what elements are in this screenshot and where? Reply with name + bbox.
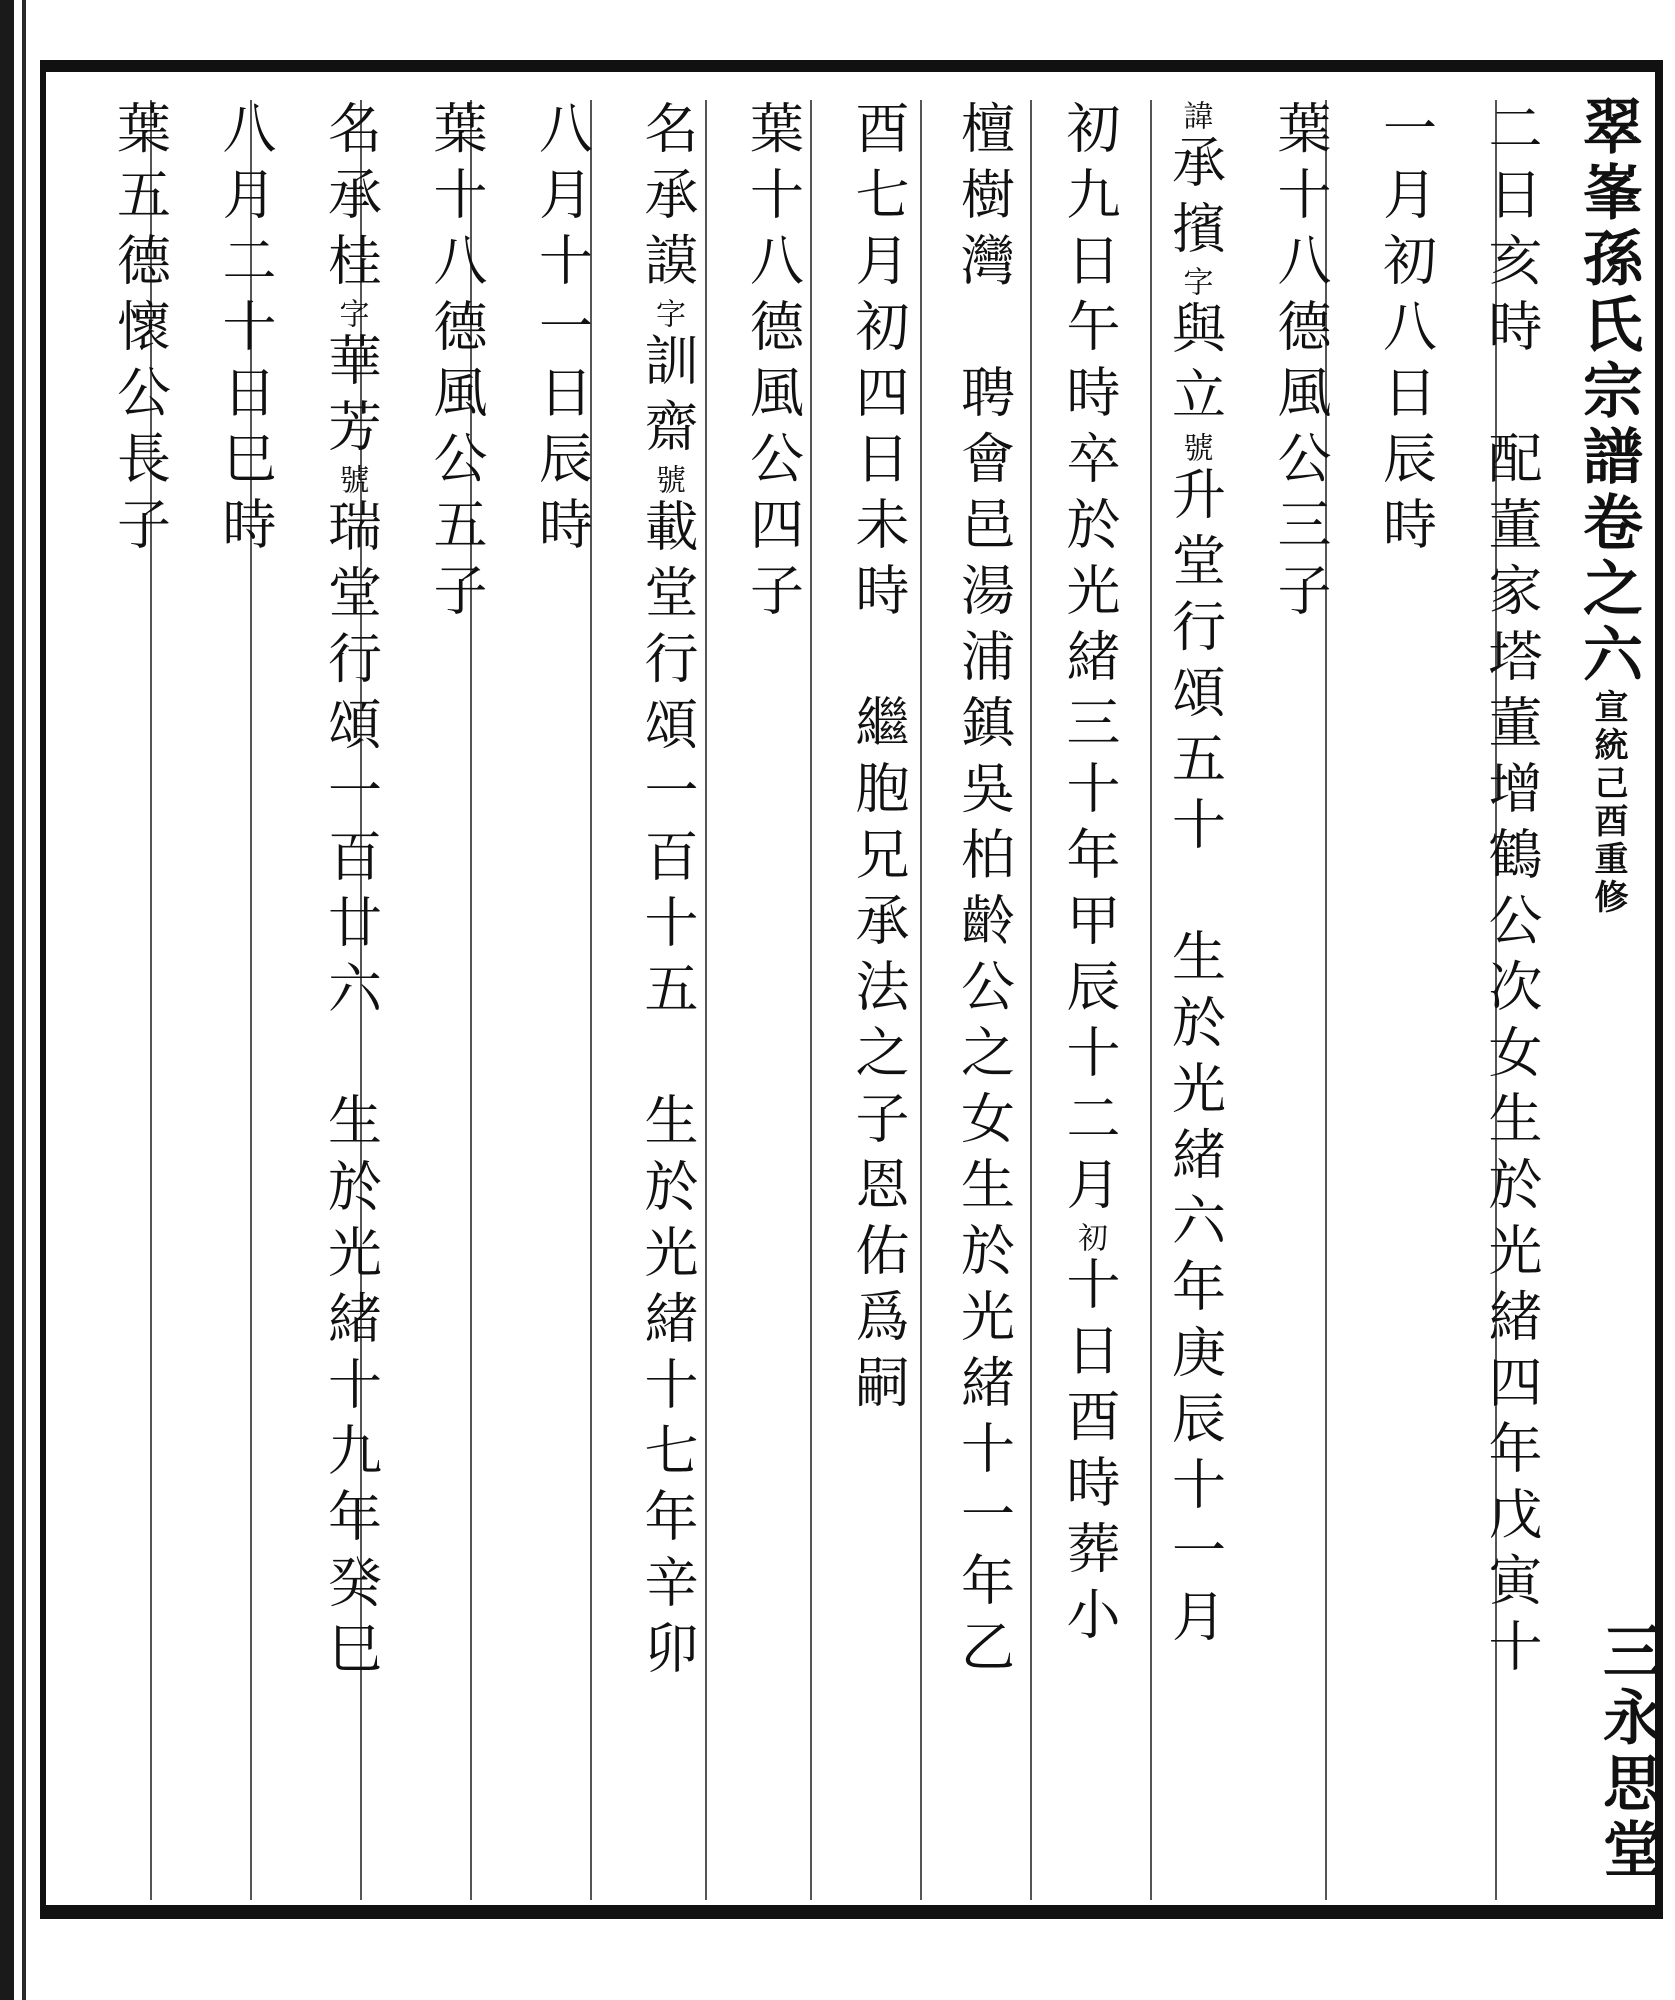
text-column bbox=[953, 100, 1015, 1684]
column-text: 十日酉時葬小 bbox=[1058, 1256, 1121, 1652]
column-text: 升堂行頌五十 生於光緒六年庚辰十一月 bbox=[1163, 466, 1227, 1654]
text-column bbox=[1164, 100, 1226, 1654]
column-text: 八月二十日巳時 bbox=[214, 100, 277, 562]
column-text: 與立 bbox=[1163, 300, 1227, 432]
text-column bbox=[636, 100, 698, 1686]
column-text: 葉十八德風公四子 bbox=[741, 100, 805, 628]
text-column bbox=[1375, 100, 1437, 562]
annotation-text: 號 bbox=[650, 464, 685, 498]
annotation-text: 諱 bbox=[1177, 100, 1213, 134]
annotation-text: 字 bbox=[650, 298, 685, 332]
column-text: 二日亥時 配董家塔董增鶴公次女生於光緒四年戊寅十 bbox=[1480, 100, 1543, 1684]
book-title-column bbox=[1575, 95, 1641, 917]
annotation-text: 字 bbox=[333, 298, 369, 332]
text-column bbox=[214, 100, 276, 562]
column-text: 瑞堂行頌一百廿六 生於光緒十九年癸巳 bbox=[319, 498, 383, 1686]
column-rule bbox=[705, 100, 707, 1900]
annotation-text: 號 bbox=[333, 464, 369, 498]
column-text: 葉十八德風公三子 bbox=[1269, 100, 1332, 628]
column-text: 載堂行頌一百十五 生於光緒十七年辛卯 bbox=[636, 498, 699, 1686]
text-column bbox=[109, 100, 171, 562]
text-column bbox=[425, 100, 487, 628]
text-column bbox=[847, 100, 909, 1420]
column-text: 名承謨 bbox=[636, 100, 699, 298]
frame-top-border bbox=[40, 60, 1660, 72]
text-column bbox=[742, 100, 804, 628]
frame-left-border bbox=[40, 60, 46, 1919]
column-text: 檀樹灣 聘會邑湯浦鎮吳柏齡公之女生於光緒十一年乙 bbox=[952, 100, 1016, 1684]
text-column bbox=[1269, 100, 1331, 628]
column-rule bbox=[1150, 100, 1152, 1900]
frame-bottom-border bbox=[40, 1905, 1660, 1919]
annotation-text: 初 bbox=[1072, 1222, 1107, 1256]
page-edge-line bbox=[22, 0, 26, 2000]
text-column bbox=[1480, 100, 1542, 1684]
text-column bbox=[1058, 100, 1120, 1652]
text-column bbox=[531, 100, 593, 562]
column-text: 名承桂 bbox=[319, 100, 383, 298]
volume-label: 卷之六 bbox=[1573, 491, 1643, 689]
annotation-text: 字 bbox=[1177, 266, 1213, 300]
column-text: 葉五德懷公長子 bbox=[108, 100, 172, 562]
edition-note: 宣統己酉重修 bbox=[1588, 689, 1628, 917]
column-text: 初九日午時卒於光緒三十年甲辰十二月 bbox=[1058, 100, 1121, 1222]
column-rule bbox=[920, 100, 922, 1900]
column-text: 酉七月初四日未時 繼胞兄承法之子恩佑爲嗣 bbox=[847, 100, 910, 1420]
column-text: 葉十八德風公五子 bbox=[425, 100, 488, 628]
book-title: 翠峯孫氏宗譜 bbox=[1573, 95, 1643, 491]
column-text: 一月初八日辰時 bbox=[1374, 100, 1438, 562]
column-rule bbox=[810, 100, 812, 1900]
hall-name: 三永思堂 bbox=[1593, 1620, 1663, 1884]
column-text: 華芳 bbox=[319, 332, 383, 464]
column-rule bbox=[1030, 100, 1032, 1900]
page-edge bbox=[0, 0, 14, 2000]
annotation-text: 號 bbox=[1177, 432, 1213, 466]
column-text: 八月十一日辰時 bbox=[530, 100, 594, 562]
text-column bbox=[320, 100, 382, 1686]
column-text: 承擯 bbox=[1163, 134, 1227, 266]
column-text: 訓齋 bbox=[636, 332, 699, 464]
